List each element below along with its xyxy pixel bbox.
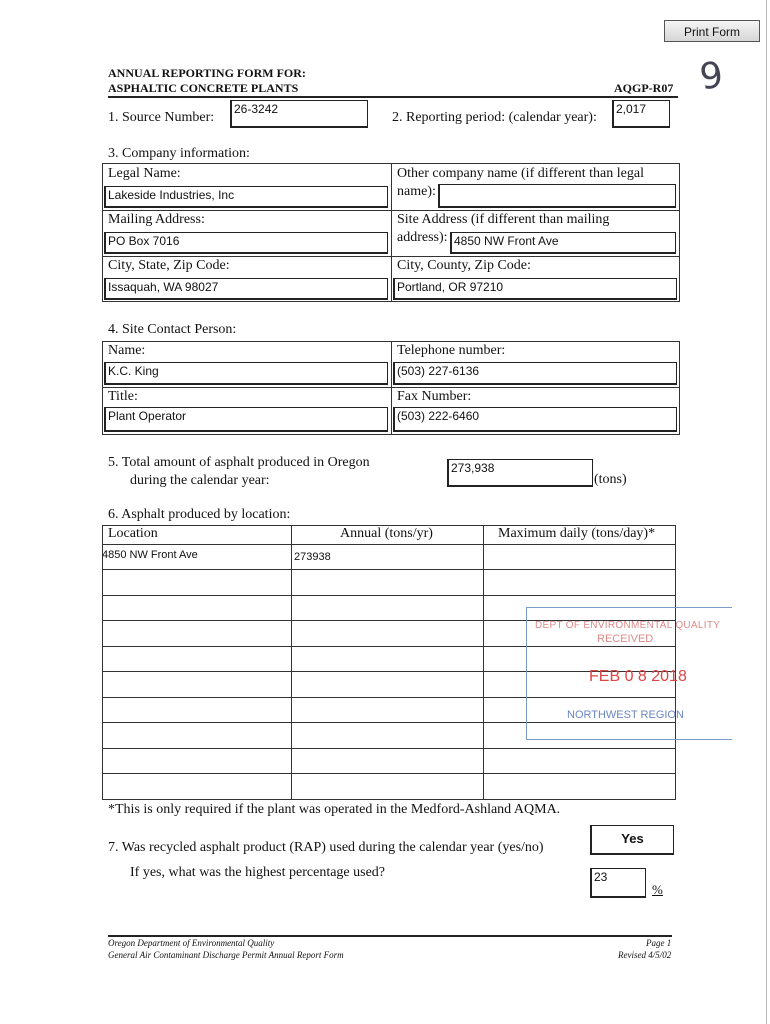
site-address-field[interactable]: 4850 NW Front Ave: [450, 232, 676, 254]
total-asphalt-field[interactable]: 273,938: [447, 459, 593, 487]
stamp-dept: DEPT OF ENVIRONMENTAL QUALITY: [535, 620, 721, 631]
total-asphalt-label: 5. Total amount of asphalt produced in Oregon: [108, 455, 370, 470]
city-county-zip-field[interactable]: Portland, OR 97210: [393, 278, 677, 300]
contact-title-label: Title:: [108, 389, 138, 404]
other-name-field[interactable]: [438, 184, 676, 208]
stamp-date: FEB 0 8 2018: [589, 668, 687, 685]
table-row-1-location[interactable]: 4850 NW Front Ave: [102, 549, 198, 561]
footer-left-line1: Oregon Department of Environmental Quality: [108, 938, 275, 948]
site-address-label: Site Address (if different than mailing: [397, 212, 610, 227]
city-state-zip-label: City, State, Zip Code:: [108, 258, 230, 273]
company-row-line: [102, 210, 680, 211]
site-address-label-2: address):: [397, 230, 448, 245]
rap-percent-field[interactable]: 23: [590, 868, 646, 898]
page-edge: [766, 0, 767, 1024]
table-footnote: *This is only required if the plant was operated in the Medford-Ashland AQMA.: [108, 802, 561, 817]
tons-unit: (tons): [594, 472, 627, 487]
column-location: Location: [108, 526, 158, 541]
stamp-received: RECEIVED: [597, 633, 654, 645]
rap-percent-label: If yes, what was the highest percentage used?: [130, 865, 386, 880]
contact-row-line: [102, 387, 680, 388]
legal-name-label: Legal Name:: [108, 166, 181, 181]
table-col-line: [291, 525, 292, 800]
other-name-label-2: name):: [397, 184, 436, 199]
legal-name-field[interactable]: Lakeside Industries, Inc: [104, 186, 388, 208]
table-row-line: [102, 569, 676, 570]
header-rule: [108, 96, 678, 98]
handwritten-mark: 9: [697, 54, 726, 99]
asphalt-by-location-heading: 6. Asphalt produced by location:: [108, 507, 291, 522]
other-name-label: Other company name (if different than legal: [397, 166, 644, 181]
fax-label: Fax Number:: [397, 389, 472, 404]
telephone-label: Telephone number:: [397, 343, 506, 358]
percent-unit: %: [652, 882, 663, 897]
stamp-region: NORTHWEST REGION: [567, 709, 684, 721]
mailing-address-label: Mailing Address:: [108, 212, 205, 227]
form-title-line1: ANNUAL REPORTING FORM FOR:: [108, 66, 306, 80]
company-info-heading: 3. Company information:: [108, 146, 250, 161]
table-row-1-annual[interactable]: 273938: [294, 551, 331, 563]
footer-rule: [108, 935, 672, 937]
column-annual: Annual (tons/yr): [340, 526, 433, 541]
table-row-line: [102, 544, 676, 545]
city-county-zip-label: City, County, Zip Code:: [397, 258, 531, 273]
company-row-line: [102, 256, 680, 257]
fax-field[interactable]: (503) 222-6460: [393, 407, 677, 432]
rap-question-label: 7. Was recycled asphalt product (RAP) used during the calendar year (yes/no): [108, 840, 544, 855]
received-stamp: [526, 607, 732, 740]
table-col-line: [483, 525, 484, 800]
reporting-period-field[interactable]: 2,017: [612, 100, 670, 128]
contact-name-label: Name:: [108, 343, 146, 358]
form-title-line2: ASPHALTIC CONCRETE PLANTS: [108, 81, 299, 95]
company-info-divider: [391, 163, 392, 302]
contact-title-field[interactable]: Plant Operator: [104, 407, 388, 432]
site-contact-divider: [391, 341, 392, 435]
footer-page: Page 1: [646, 938, 672, 948]
rap-answer-field[interactable]: Yes: [590, 825, 674, 855]
table-row-line: [102, 773, 676, 774]
site-contact-heading: 4. Site Contact Person:: [108, 322, 237, 337]
table-row-line: [102, 595, 676, 596]
print-form-button[interactable]: Print Form: [664, 20, 760, 42]
contact-name-field[interactable]: K.C. King: [104, 362, 388, 385]
reporting-period-label: 2. Reporting period: (calendar year):: [392, 110, 597, 125]
source-number-field[interactable]: 26-3242: [230, 100, 368, 128]
footer-revised: Revised 4/5/02: [618, 950, 672, 960]
column-max-daily: Maximum daily (tons/day)*: [498, 526, 656, 541]
source-number-label: 1. Source Number:: [108, 110, 215, 125]
mailing-address-field[interactable]: PO Box 7016: [104, 232, 388, 254]
table-row-line: [102, 748, 676, 749]
telephone-field[interactable]: (503) 227-6136: [393, 362, 677, 385]
form-code: AQGP-R07: [614, 81, 674, 95]
city-state-zip-field[interactable]: Issaquah, WA 98027: [104, 278, 388, 300]
footer-left-line2: General Air Contaminant Discharge Permit Annual Report Form: [108, 950, 344, 960]
total-asphalt-label-2: during the calendar year:: [130, 473, 270, 488]
